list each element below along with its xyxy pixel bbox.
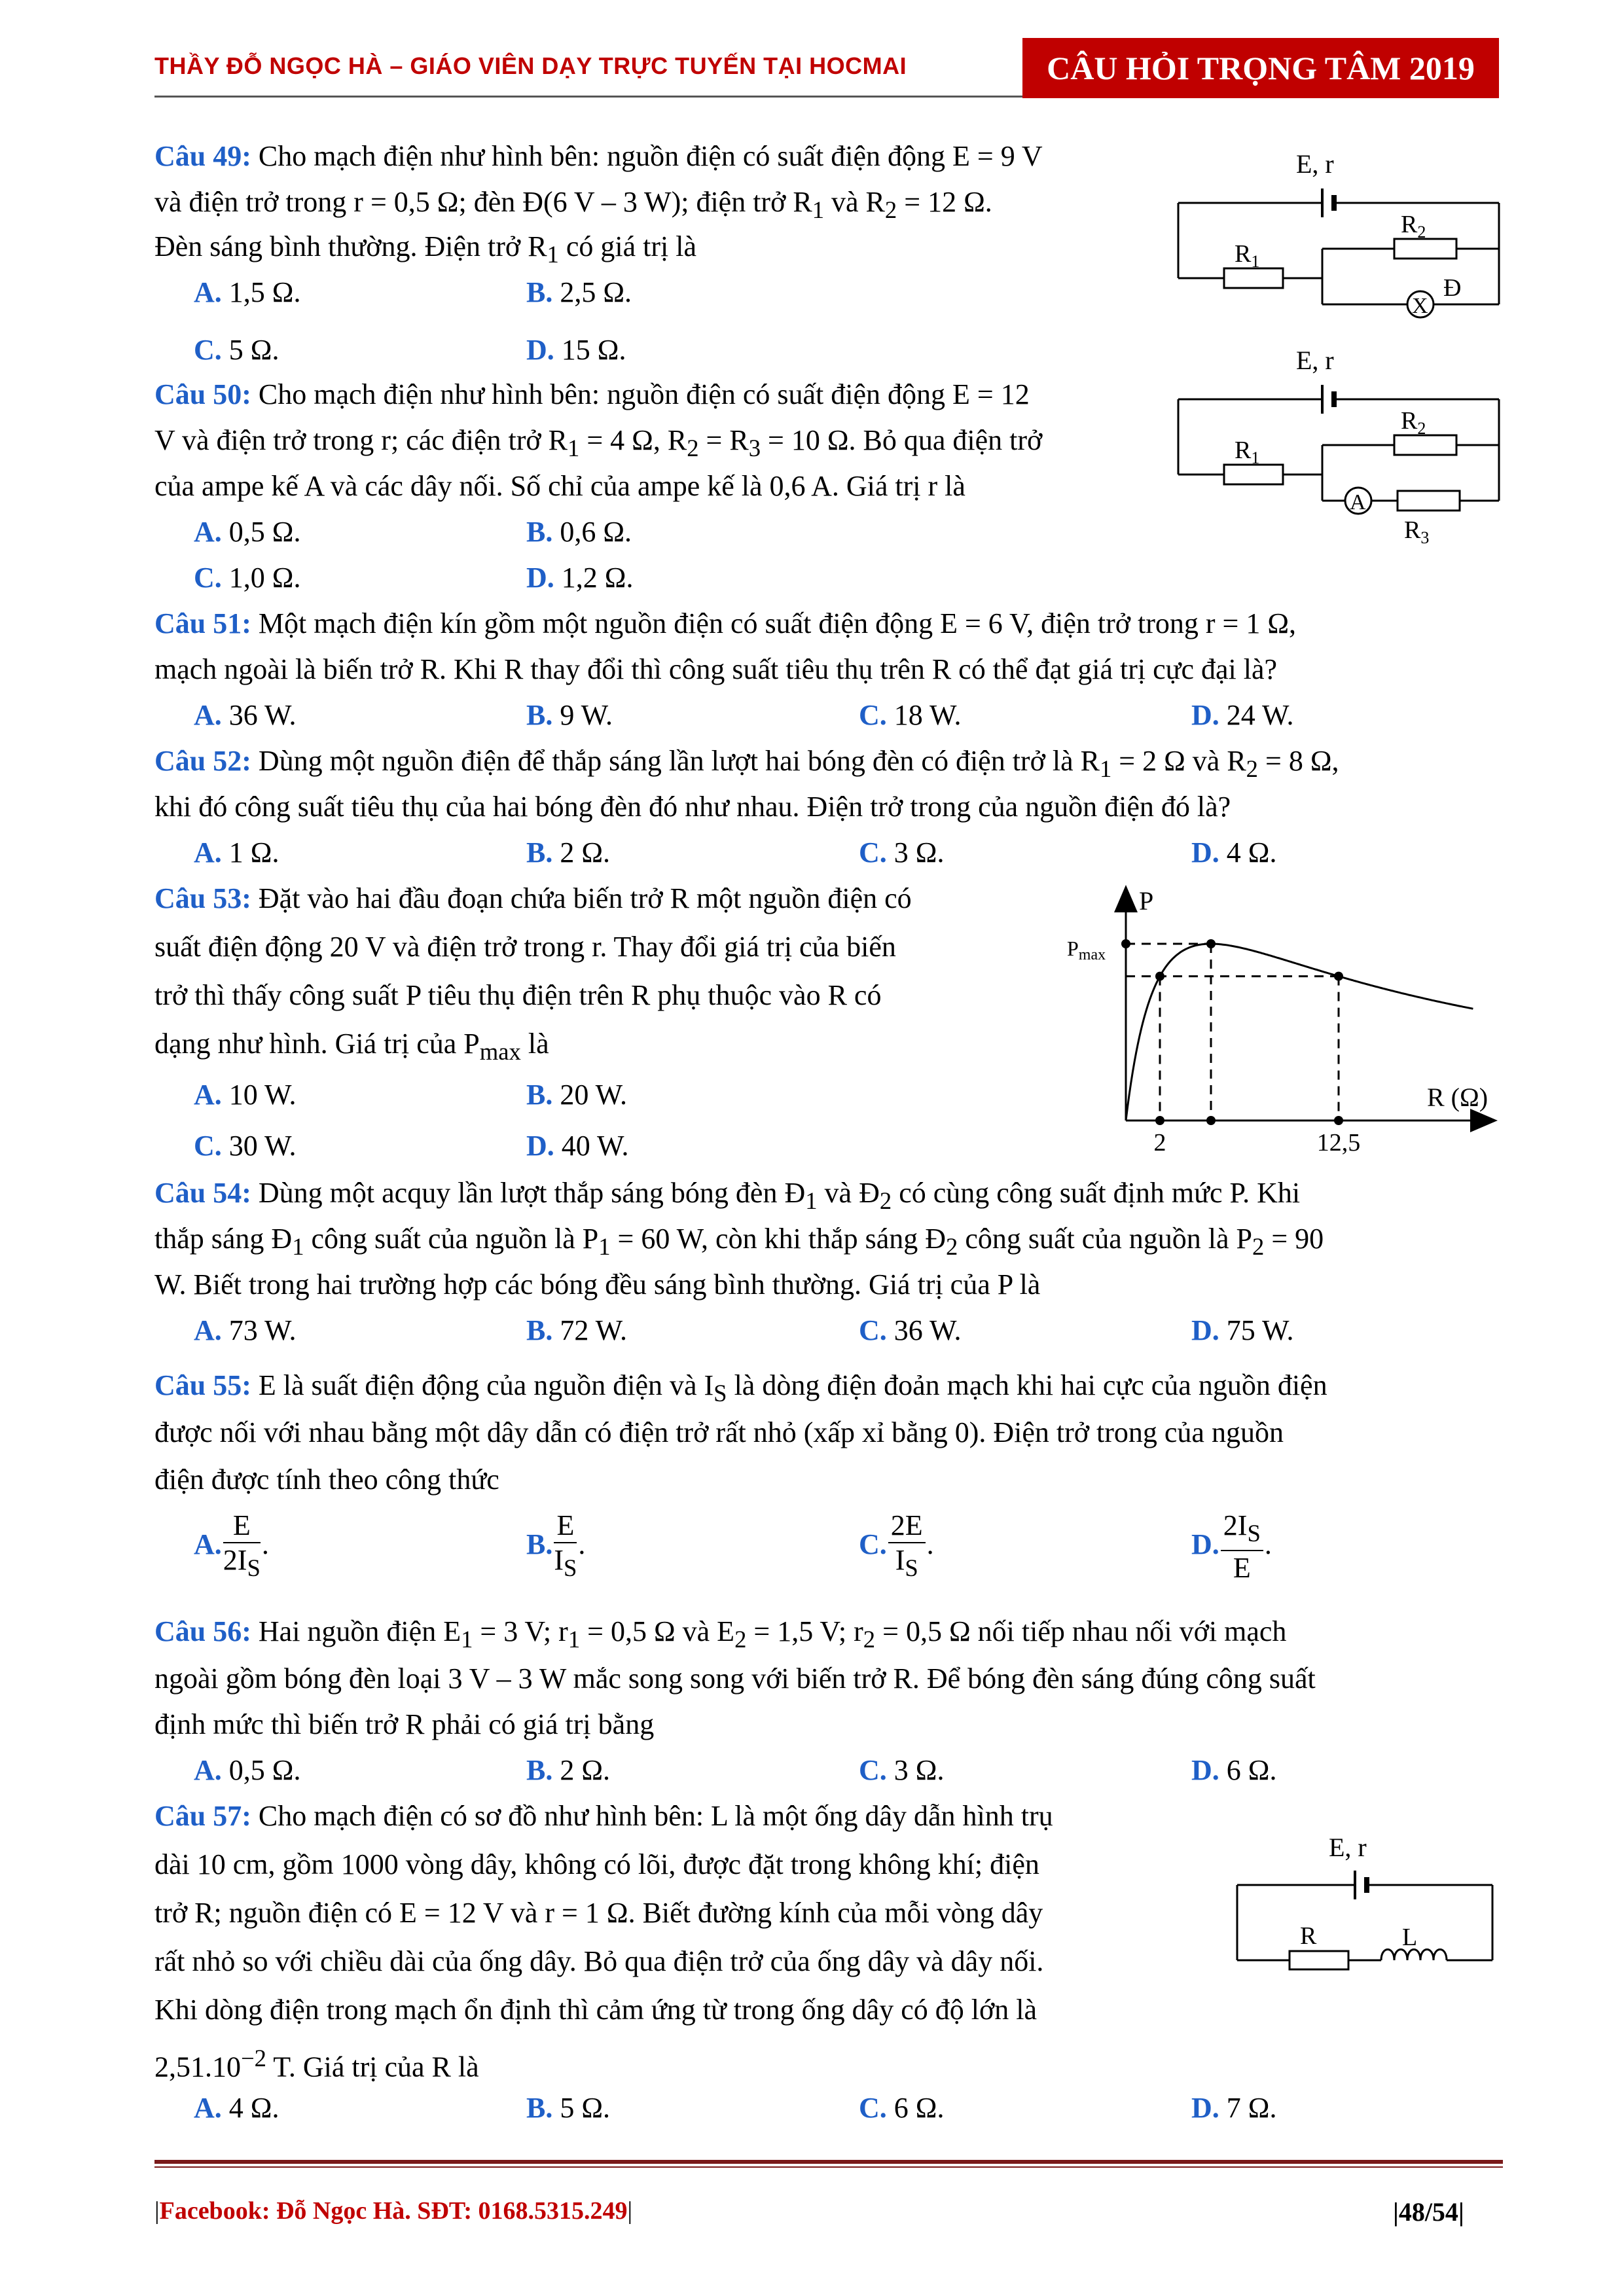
text: trở thì thấy công suất P tiêu thụ điện trên R phụ thuộc vào R có	[154, 979, 882, 1011]
sub: max	[479, 1037, 521, 1065]
resistor-r2-icon	[1394, 435, 1456, 455]
den-text: 2I	[223, 1544, 247, 1576]
q50-option-a[interactable]	[194, 513, 300, 551]
option-letter: C.	[859, 1528, 887, 1560]
sub: 1	[1099, 755, 1112, 782]
sub: 1	[805, 1187, 818, 1214]
sub: S	[1247, 1519, 1261, 1547]
q54-option-b[interactable]	[526, 1312, 627, 1350]
q51-option-d[interactable]	[1191, 696, 1293, 734]
option-letter: A.	[194, 516, 222, 548]
q57-line-1	[154, 1797, 1053, 1835]
sub: 2	[1252, 1232, 1265, 1260]
resistor-r1-icon	[1224, 465, 1283, 484]
text: W. Biết trong hai trường hợp các bóng đều sáng bình thường. Giá trị của P là	[154, 1268, 1041, 1300]
q51-option-a[interactable]	[194, 696, 296, 734]
q54-option-c[interactable]	[859, 1312, 961, 1350]
q49-text-2: và điện trở trong r = 0,5 Ω; đèn Đ(6 V – 3 W); điện trở R	[154, 186, 812, 218]
text: = 2 Ω và R	[1111, 745, 1246, 777]
sub: S	[905, 1554, 918, 1581]
dot: .	[261, 1528, 269, 1560]
q49-lamp-label: Đ	[1443, 274, 1462, 302]
text: Đặt vào hai đầu đoạn chứa biến trở R một nguồn điện có	[251, 882, 912, 914]
q52-number: Câu 52:	[154, 745, 251, 777]
q51-option-c[interactable]	[859, 696, 961, 734]
point-r-2	[1155, 972, 1164, 981]
q53-line-4	[154, 1025, 549, 1071]
q54-number: Câu 54:	[154, 1177, 251, 1209]
option-letter: D.	[1191, 1754, 1219, 1786]
text: của ampe kế A và các dây nối. Số chỉ của ampe kế là 0,6 A. Giá trị r là	[154, 470, 965, 502]
text: = 0,5 Ω nối tiếp nhau nối với mạch	[875, 1615, 1287, 1647]
option-text: 0,6 Ω.	[560, 516, 632, 548]
sub: 1	[812, 196, 825, 223]
option-text: 3 Ω.	[893, 836, 945, 869]
q49-option-d[interactable]	[526, 331, 626, 369]
q53-option-a[interactable]	[194, 1076, 296, 1114]
q53-line-1	[154, 880, 912, 918]
option-letter: B.	[526, 1314, 553, 1346]
q57-option-a[interactable]	[194, 2089, 279, 2127]
q56-line-3	[154, 1706, 654, 1744]
q57-option-b[interactable]	[526, 2089, 610, 2127]
footer-divider-thin	[154, 2166, 1503, 2168]
sub: 2	[946, 1232, 958, 1260]
y-axis-label: P	[1139, 886, 1154, 916]
sub: 1	[547, 240, 559, 268]
q50-line-1	[154, 376, 1030, 414]
text: Hai nguồn điện E	[251, 1615, 461, 1647]
option-text: 6 Ω.	[893, 2092, 945, 2124]
fraction	[888, 1509, 926, 1585]
text: định mức thì biến trở R phải có giá trị bằng	[154, 1708, 655, 1740]
resistor-r-icon	[1290, 1951, 1348, 1969]
option-text: 72 W.	[560, 1314, 628, 1346]
q55-number: Câu 55:	[154, 1369, 251, 1401]
text: Dùng một acquy lần lượt thắp sáng bóng đèn Đ	[251, 1177, 806, 1209]
q56-line-1	[154, 1613, 1286, 1659]
q55-option-d[interactable]	[1191, 1509, 1272, 1585]
text: = 90	[1264, 1223, 1324, 1255]
q57-line-5	[154, 1991, 1037, 2029]
q52-option-a[interactable]	[194, 834, 279, 872]
option-text: 4 Ω.	[1226, 836, 1277, 869]
footer-page-number: |48/54|	[1393, 2197, 1464, 2227]
text: Cho mạch điện có sơ đồ như hình bên: L là một ống dây dẫn hình trụ	[251, 1800, 1053, 1832]
option-letter: B.	[526, 1528, 553, 1560]
q52-option-b[interactable]	[526, 834, 610, 872]
option-letter: A.	[194, 1079, 222, 1111]
guide-lines	[1126, 944, 1339, 1121]
option-text: 75 W.	[1226, 1314, 1294, 1346]
sup: −2	[241, 2045, 267, 2072]
q52-line-2	[154, 788, 1231, 826]
option-letter: A.	[194, 1314, 222, 1346]
text: Khi dòng điện trong mạch ổn định thì cảm ứng từ trong ống dây có độ lớn là	[154, 1994, 1037, 2026]
option-letter: A.	[194, 1528, 222, 1560]
q49-number: Câu 49:	[154, 140, 251, 172]
option-text: 9 W.	[560, 699, 613, 731]
option-text: 1 Ω.	[228, 836, 280, 869]
q49-option-a[interactable]	[194, 274, 300, 312]
q49-line-1	[154, 137, 1043, 175]
option-text: 5 Ω.	[228, 334, 280, 366]
sub: 2	[863, 1625, 876, 1653]
dot: .	[1264, 1528, 1272, 1560]
option-letter: C.	[194, 334, 222, 366]
q50-source-label: E, r	[1296, 346, 1334, 375]
q50-option-b[interactable]	[526, 513, 632, 551]
sub: S	[247, 1554, 261, 1581]
footer-contact: |Facebook: Đỗ Ngọc Hà. SĐT: 0168.5315.249|	[154, 2197, 633, 2225]
q57-source-label: E, r	[1329, 1833, 1367, 1862]
text: E là suất điện động của nguồn điện và I	[251, 1369, 714, 1401]
q49-r2-label: $R_2$	[1401, 211, 1426, 242]
pmax-label: Pmax	[1067, 937, 1106, 963]
q50-circuit-diagram	[1172, 346, 1512, 547]
q51-option-b[interactable]	[526, 696, 613, 734]
text: 2,51.10	[154, 2051, 241, 2083]
option-text: 1,2 Ω.	[561, 562, 634, 594]
sub: 1	[568, 434, 580, 461]
footer-divider	[154, 2160, 1503, 2164]
sub: 2	[734, 1625, 747, 1653]
q53-line-3	[154, 977, 881, 1014]
resistor-r3-icon	[1398, 491, 1460, 511]
denominator	[554, 1543, 577, 1585]
q54-line-3	[154, 1266, 1040, 1304]
text: Dùng một nguồn điện để thắp sáng lần lượt hai bóng đèn có điện trở là R	[251, 745, 1100, 777]
footer-contact-text: Facebook: Đỗ Ngọc Hà. SĐT: 0168.5315.249	[159, 2197, 628, 2225]
numerator: 2E	[888, 1509, 926, 1543]
option-letter: A.	[194, 699, 222, 731]
option-text: 10 W.	[228, 1079, 297, 1111]
option-letter: A.	[194, 836, 222, 869]
resistor-r2-icon	[1394, 239, 1456, 259]
text: công suất của nguồn là P	[958, 1223, 1253, 1255]
q53-option-b[interactable]	[526, 1076, 627, 1114]
den-text: I	[554, 1544, 564, 1576]
q51-number: Câu 51:	[154, 607, 251, 639]
option-letter: C.	[859, 1314, 887, 1346]
q49-text-3b: có giá trị là	[558, 230, 697, 262]
sub: 2	[687, 434, 699, 461]
option-letter: B.	[526, 1754, 553, 1786]
power-curve	[1126, 944, 1473, 1121]
numerator	[1221, 1509, 1263, 1551]
option-letter: C.	[859, 699, 887, 731]
x-tick-12-5: 12,5	[1316, 1129, 1361, 1157]
text: rất nhỏ so với chiều dài của ống dây. Bỏ qua điện trở của ống dây và dây nối.	[154, 1945, 1044, 1977]
q57-circuit-diagram	[1231, 1833, 1506, 1983]
text: trở R; nguồn điện có E = 12 V và r = 1 Ω. Biết đường kính của mỗi vòng dây	[154, 1897, 1043, 1929]
q51-line-1	[154, 605, 1296, 643]
sub: S	[564, 1554, 577, 1581]
q50-option-c[interactable]	[194, 559, 300, 597]
text: là	[520, 1028, 549, 1060]
sub: 2	[879, 1187, 892, 1214]
q49-option-c[interactable]	[194, 331, 279, 369]
option-letter: B.	[526, 2092, 553, 2124]
option-text: 24 W.	[1226, 699, 1294, 731]
option-letter: B.	[526, 276, 553, 308]
axis-point-12-5	[1334, 1116, 1343, 1125]
q56-option-a[interactable]	[194, 1751, 300, 1789]
option-text: 1,5 Ω.	[228, 276, 301, 308]
numerator: E	[554, 1509, 577, 1543]
text: = 8 Ω,	[1258, 745, 1339, 777]
option-text: 0,5 Ω.	[228, 1754, 301, 1786]
fraction	[554, 1509, 577, 1585]
q57-number: Câu 57:	[154, 1800, 251, 1832]
option-letter: B.	[526, 1079, 553, 1111]
text: V và điện trở trong r; các điện trở R	[154, 424, 568, 456]
q55-option-c[interactable]	[859, 1509, 934, 1585]
option-text: 2 Ω.	[560, 836, 611, 869]
q49-line-2	[154, 183, 992, 229]
x-tick-2: 2	[1153, 1129, 1166, 1157]
text: điện được tính theo công thức	[154, 1463, 499, 1496]
q49-line-3	[154, 228, 696, 274]
option-text: 5 Ω.	[560, 2092, 611, 2124]
point-r-12-5	[1334, 972, 1343, 981]
sub: 1	[292, 1232, 304, 1260]
q55-option-a[interactable]	[194, 1509, 269, 1585]
q55-line-2	[154, 1414, 1284, 1452]
option-letter: C.	[194, 1130, 222, 1162]
option-text: 2,5 Ω.	[560, 276, 632, 308]
q53-number: Câu 53:	[154, 882, 251, 914]
den-text: I	[895, 1544, 905, 1576]
q52-option-d[interactable]	[1191, 834, 1276, 872]
x-axis-label: R (Ω)	[1427, 1083, 1489, 1112]
q50-r2-label: $R_2$	[1401, 407, 1426, 438]
text: công suất của nguồn là P	[304, 1223, 599, 1255]
q56-option-d[interactable]	[1191, 1751, 1276, 1789]
lamp-symbol: X	[1412, 294, 1428, 318]
text: và Đ	[817, 1177, 880, 1209]
q52-option-c[interactable]	[859, 834, 944, 872]
fraction	[1221, 1509, 1263, 1585]
q57-option-d[interactable]	[1191, 2089, 1276, 2127]
q49-text-2b: và R	[824, 186, 885, 218]
axis-point-rmax	[1206, 1116, 1216, 1125]
axis-point-2	[1155, 1116, 1164, 1125]
option-text: 6 Ω.	[1226, 1754, 1277, 1786]
text: Một mạch điện kín gồm một nguồn điện có suất điện động E = 6 V, điện trở trong r = 1 Ω,	[251, 607, 1297, 639]
text: dạng như hình. Giá trị của P	[154, 1028, 480, 1060]
option-text: 1,0 Ω.	[228, 562, 301, 594]
option-text: 18 W.	[893, 699, 962, 731]
sub: S	[713, 1379, 727, 1407]
option-text: 3 Ω.	[893, 1754, 945, 1786]
q51-line-2	[154, 651, 1277, 689]
pmax-axis-point	[1121, 939, 1130, 948]
text: = R	[698, 424, 749, 456]
q56-line-2	[154, 1660, 1316, 1698]
q53-option-d[interactable]	[526, 1127, 628, 1165]
option-letter: A.	[194, 2092, 222, 2124]
option-letter: A.	[194, 276, 222, 308]
q52-line-1	[154, 742, 1339, 788]
q54-option-a[interactable]	[194, 1312, 296, 1350]
option-letter: C.	[859, 836, 887, 869]
q53-line-2	[154, 928, 896, 966]
q57-option-c[interactable]	[859, 2089, 944, 2127]
dot: .	[578, 1528, 586, 1560]
q49-text-2c: = 12 Ω.	[897, 186, 992, 218]
sub: 2	[1246, 755, 1258, 782]
option-text: 36 W.	[228, 699, 297, 731]
q49-r1-label: $R_1$	[1235, 240, 1260, 271]
q57-line-4	[154, 1943, 1043, 1981]
q53-power-chart	[1060, 884, 1512, 1165]
text: được nối với nhau bằng một dây dẫn có điện trở rất nhỏ (xấp xỉ bằng 0). Điện trở trong của nguồn	[154, 1416, 1284, 1448]
ammeter-label: A	[1350, 490, 1366, 514]
option-letter: D.	[1191, 836, 1219, 869]
option-letter: A.	[194, 1754, 222, 1786]
q55-line-3	[154, 1461, 499, 1499]
q55-option-b[interactable]	[526, 1509, 585, 1585]
text: = 4 Ω, R	[579, 424, 687, 456]
num-text: 2I	[1223, 1509, 1248, 1541]
q50-r3-label: $R_3$	[1404, 516, 1430, 547]
q56-option-b[interactable]	[526, 1751, 610, 1789]
resistor-r1-icon	[1224, 268, 1283, 288]
text: = 60 W, còn khi thắp sáng Đ	[610, 1223, 946, 1255]
option-letter: D.	[1191, 1314, 1219, 1346]
option-text: 36 W.	[893, 1314, 962, 1346]
option-text: 0,5 Ω.	[228, 516, 301, 548]
denominator: E	[1233, 1551, 1251, 1584]
q49-circuit-diagram	[1172, 151, 1512, 327]
denominator	[888, 1543, 926, 1585]
option-letter: B.	[526, 516, 553, 548]
text: khi đó công suất tiêu thụ của hai bóng đèn đó như nhau. Điện trở trong của nguồn điện đó là?	[154, 791, 1231, 823]
q57-line-6	[154, 2039, 479, 2087]
text: = 1,5 V; r	[746, 1615, 863, 1647]
option-letter: D.	[1191, 2092, 1219, 2124]
text: = 3 V; r	[473, 1615, 568, 1647]
numerator: E	[223, 1509, 261, 1543]
q56-option-c[interactable]	[859, 1751, 944, 1789]
option-text: 4 Ω.	[228, 2092, 280, 2124]
sub: 1	[568, 1625, 581, 1653]
q53-option-c[interactable]	[194, 1127, 296, 1165]
q50-r1-label: $R_1$	[1235, 437, 1260, 467]
q49-source-label: E, r	[1296, 149, 1334, 179]
q54-line-1	[154, 1174, 1300, 1220]
option-text: 20 W.	[560, 1079, 628, 1111]
option-text: 2 Ω.	[560, 1754, 611, 1786]
text: dài 10 cm, gồm 1000 vòng dây, không có lõi, được đặt trong không khí; điện	[154, 1848, 1039, 1880]
max-point	[1206, 939, 1216, 948]
text: = 0,5 Ω và E	[580, 1615, 735, 1647]
denominator	[223, 1543, 261, 1585]
sub: 1	[461, 1625, 473, 1653]
option-text: 40 W.	[561, 1130, 629, 1162]
q56-number: Câu 56:	[154, 1615, 251, 1647]
text: có cùng công suất định mức P. Khi	[892, 1177, 1301, 1209]
q50-line-2	[154, 422, 1042, 467]
option-text: 15 Ω.	[561, 334, 626, 366]
q55-line-1	[154, 1367, 1327, 1412]
option-text: 30 W.	[228, 1130, 297, 1162]
header-divider	[154, 96, 1022, 98]
q54-option-d[interactable]	[1191, 1312, 1293, 1350]
option-letter: C.	[194, 562, 222, 594]
dot: .	[926, 1528, 934, 1560]
q49-text-3: Đèn sáng bình thường. Điện trở R	[154, 230, 547, 262]
q50-option-d[interactable]	[526, 559, 633, 597]
option-letter: B.	[526, 699, 553, 731]
sub: 2	[884, 196, 897, 223]
page-number-text: 48/54	[1398, 2197, 1458, 2227]
q54-line-2	[154, 1220, 1324, 1266]
option-letter: B.	[526, 836, 553, 869]
q50-text-1: Cho mạch điện như hình bên: nguồn điện có suất điện động E = 12	[251, 378, 1030, 410]
option-letter: D.	[526, 562, 554, 594]
option-text: 73 W.	[228, 1314, 297, 1346]
option-text: 7 Ω.	[1226, 2092, 1277, 2124]
option-letter: C.	[859, 2092, 887, 2124]
q57-l-label: L	[1402, 1924, 1418, 1951]
option-letter: D.	[526, 334, 554, 366]
option-letter: D.	[1191, 1528, 1219, 1560]
sub: 1	[598, 1232, 611, 1260]
header-badge: CÂU HỎI TRỌNG TÂM 2019	[1022, 38, 1499, 98]
option-letter: C.	[859, 1754, 887, 1786]
q57-line-3	[154, 1894, 1043, 1932]
header-title: THẦY ĐỖ NGỌC HÀ – GIÁO VIÊN DẠY TRỰC TUYẾN TẠI HOCMAI	[154, 52, 907, 79]
text: thắp sáng Đ	[154, 1223, 293, 1255]
sub: 3	[748, 434, 761, 461]
q49-text-1: Cho mạch điện như hình bên: nguồn điện có suất điện động E = 9 V	[251, 140, 1043, 172]
option-letter: D.	[1191, 699, 1219, 731]
q57-line-2	[154, 1846, 1039, 1884]
text: = 10 Ω. Bỏ qua điện trở	[761, 424, 1043, 456]
text: là dòng điện đoản mạch khi hai cực của nguồn điện	[727, 1369, 1327, 1401]
fraction	[223, 1509, 261, 1585]
text: mạch ngoài là biến trở R. Khi R thay đổi thì công suất tiêu thụ trên R có thể đạt giá trị cực đại là?	[154, 653, 1278, 685]
text: ngoài gồm bóng đèn loại 3 V – 3 W mắc song song với biến trở R. Để bóng đèn sáng đúng công suất	[154, 1662, 1316, 1695]
q57-r-label: R	[1300, 1922, 1317, 1950]
text: suất điện động 20 V và điện trở trong r. Thay đổi giá trị của biến	[154, 931, 896, 963]
option-letter: D.	[526, 1130, 554, 1162]
text: T. Giá trị của R là	[266, 2051, 479, 2083]
q49-option-b[interactable]	[526, 274, 632, 312]
q50-line-3	[154, 467, 965, 505]
q50-number: Câu 50:	[154, 378, 251, 410]
